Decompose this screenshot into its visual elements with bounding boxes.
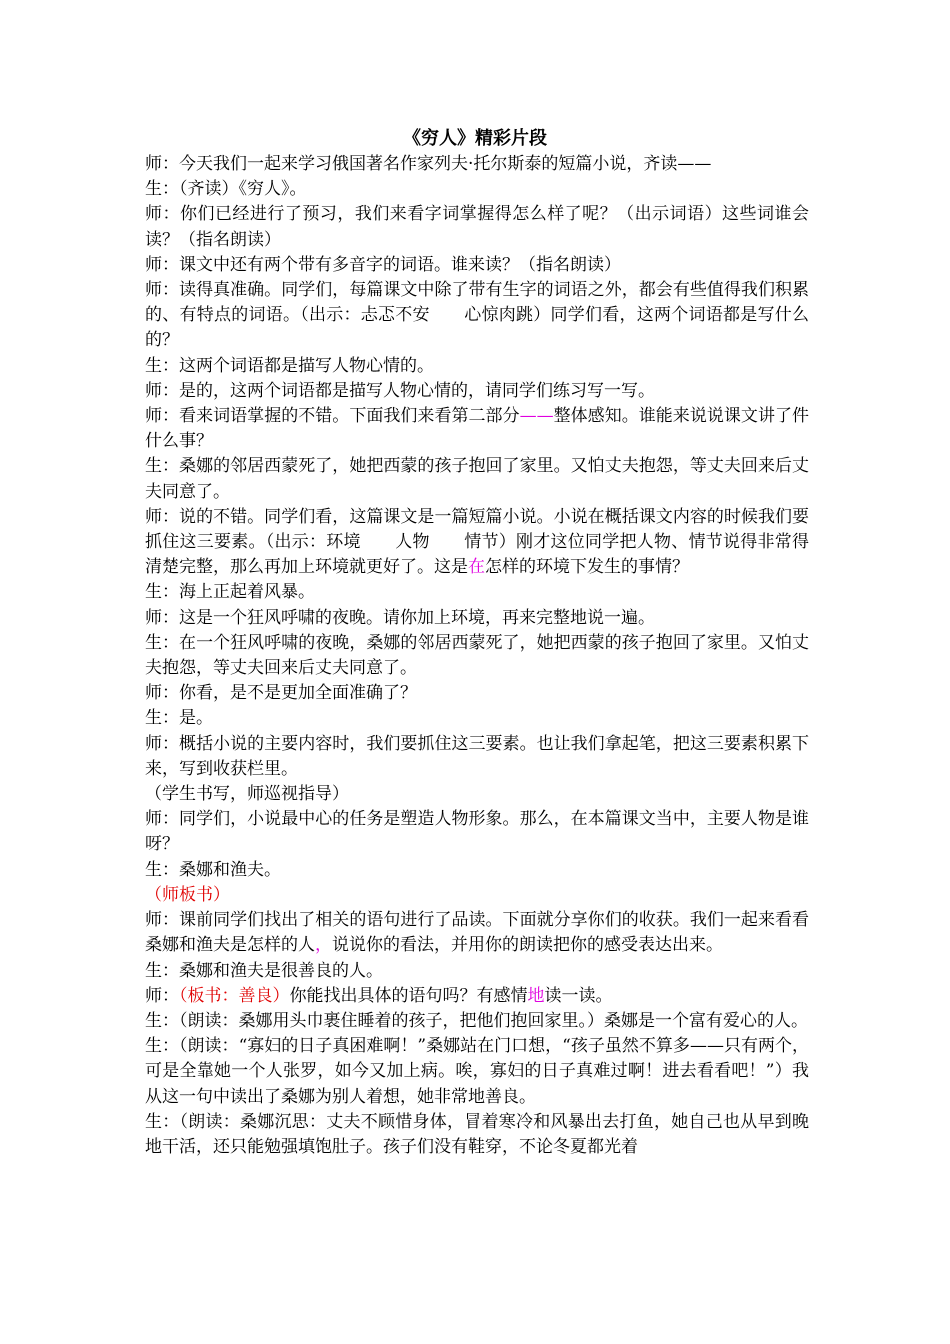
paragraph: 生：桑娜和渔夫。 [145,859,281,880]
paragraph: 生：（朗读：桑娜用头巾裹住睡着的孩子，把他们抱回家里。）桑娜是一个富有爱心的人。 [145,1010,808,1031]
paragraph: 师：概括小说的主要内容时，我们要抓住这三要素。也让我们拿起笔，把这三要素积累下来，写到收获栏里。 [145,733,809,779]
paragraph: 师：课前同学们找出了相关的语句进行了品读。下面就分享你们的收获。我们一起来看看桑娜和渔夫是怎样的人，说说你的看法，并用你的朗读把你的感受表达出来。 [145,910,809,956]
paragraph: 师：读得真准确。同学们，每篇课文中除了带有生字的词语之外，都会有些值得我们积累的、有特点的词语。（出示：忐忑不安 心惊肉跳）同学们看，这两个词语都是写什么的？ [145,280,809,351]
board-note: （师板书） [145,884,230,905]
paragraph [145,883,809,908]
paragraph: 师：这是一个狂风呼啸的夜晚。请你加上环境，再来完整地说一遍。 [145,607,655,628]
paragraph: 师：说的不错。同学们看，这篇课文是一篇短篇小说。小说在概括课文内容的时候我们要抓住这三要素。（出示：环境 人物 情节）刚才这位同学把人物、情节说得非常得清楚完整，那么再加上环境就更好了。这是在怎样的环境下发生的事情？ [145,506,809,578]
paragraph: 生：是。 [145,708,213,729]
paragraph: 师：课文中还有两个带有多音字的词语。谁来读？（指名朗读） [145,254,621,275]
paragraph: 师：看来词语掌握的不错。下面我们来看第二部分——整体感知。谁能来说说课文讲了件什么事？ [145,406,809,452]
highlight-char: 地 [527,985,545,1006]
highlight-comma: ， [315,935,332,956]
board-note: （板书：善良） [179,985,290,1006]
paragraph: 师：今天我们一起来学习俄国著名作家列夫·托尔斯泰的短篇小说，齐读—— [145,154,712,174]
document-body [145,152,809,1160]
paragraph: 师：同学们，小说最中心的任务是塑造人物形象。那么，在本篇课文当中，主要人物是谁呀？ [145,809,809,855]
paragraph: 师：你看，是不是更加全面准确了？ [145,683,417,704]
highlight-char: 在 [468,557,485,578]
paragraph: 师：（板书：善良）你能找出具体的语句吗？有感情地读一读。 [145,985,613,1006]
paragraph: 生：在一个狂风呼啸的夜晚，桑娜的邻居西蒙死了，她把西蒙的孩子抱回了家里。又怕丈夫抱怨，等丈夫回来后丈夫同意了。 [145,632,809,679]
paragraph: 生：（齐读）《穷人》。 [145,179,307,200]
paragraph: 生：这两个词语都是描写人物心情的。 [145,355,434,376]
paragraph: 生：（朗读：桑娜沉思：丈夫不顾惜身体，冒着寒冷和风暴出去打鱼，她自己也从早到晚地干活，还只能勉强填饱肚子。孩子们没有鞋穿，不论冬夏都光着 [145,1111,809,1157]
paragraph: 生：（朗读：“寡妇的日子真困难啊！”桑娜站在门口想，“孩子虽然不算多——只有两个，可是全靠她一个人张罗，如今又加上病。唉，寡妇的日子真难过啊！进去看看吧！”）我从这一句中读出了桑娜为别人着想，她非常地善良。 [145,1036,809,1107]
paragraph: （学生书写，师巡视指导） [145,784,349,805]
paragraph: 生：桑娜和渔夫是很善良的人。 [145,960,383,981]
paragraph: 生：桑娜的邻居西蒙死了，她把西蒙的孩子抱回了家里。又怕丈夫抱怨，等丈夫回来后丈夫同意了。 [145,456,809,502]
document-title: 《穷人》精彩片段 [403,128,547,149]
paragraph: 师：你们已经进行了预习，我们来看字词掌握得怎么样了呢？（出示词语）这些词谁会读？（指名朗读） [145,204,809,250]
paragraph: 师：是的，这两个词语都是描写人物心情的，请同学们练习写一写。 [145,380,655,401]
highlight-dash: —— [519,406,554,427]
paragraph: 生：海上正起着风暴。 [145,582,315,603]
